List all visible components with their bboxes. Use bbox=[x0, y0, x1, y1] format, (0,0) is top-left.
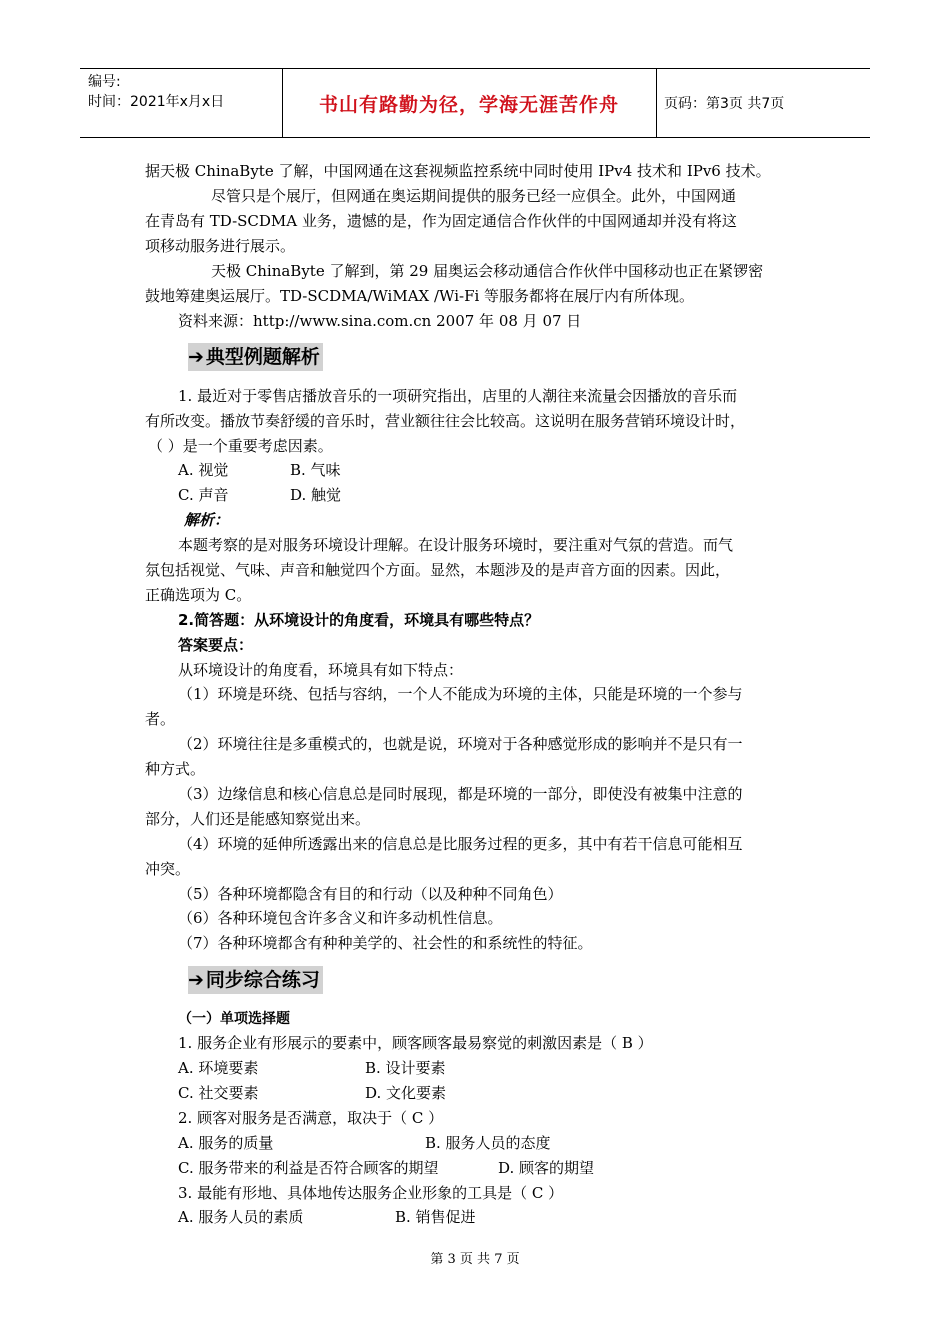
answer-point: （1）环境是环绕、包括与容纳，一个人不能成为环境的主体，只能是环境的一个参与 bbox=[178, 685, 743, 703]
analysis-line: 氛包括视觉、气味、声音和触觉四个方面。显然，本题涉及的是声音方面的因素。因此， bbox=[145, 561, 731, 579]
mcq-question: 2. 顾客对服务是否满意，取决于（ C ） bbox=[178, 1109, 444, 1127]
question-line: 1. 最近对于零售店播放音乐的一项研究指出，店里的人潮往来流量会因播放的音乐而 bbox=[178, 387, 738, 405]
answer-point: （2）环境往往是多重模式的，也就是说，环境对于各种感觉形成的影响并不是只有一 bbox=[178, 735, 743, 753]
intro-line: 在青岛有 TD-SCDMA 业务，遗憾的是，作为固定通信合作伙伴的中国网通却并没有将这 bbox=[145, 212, 737, 230]
header-motto: 书山有路勤为径，学海无涯苦作舟 bbox=[318, 94, 619, 116]
intro-line: 项移动服务进行展示。 bbox=[145, 237, 296, 255]
answer-point: 者。 bbox=[145, 710, 176, 728]
option: D. 顾客的期望 bbox=[498, 1159, 595, 1177]
answer-point: （5）各种环境都隐含有目的和行动（以及种种不同角色） bbox=[178, 885, 563, 903]
intro-line: 据天极 ChinaByte 了解，中国网通在这套视频监控系统中同时使用 IPv4 技术和 IPv6 技术。 bbox=[145, 162, 771, 180]
intro-line: 天极 ChinaByte 了解到，第 29 届奥运会移动通信合作伙伴中国移动也正在紧锣密 bbox=[211, 262, 764, 280]
option: A. 服务人员的素质 bbox=[178, 1208, 304, 1226]
section-title: 典型例题解析 bbox=[205, 346, 320, 368]
header-page-number: 页码：第3页 共7页 bbox=[664, 96, 785, 112]
answer-point: 部分，人们还是能感知察觉出来。 bbox=[145, 810, 371, 828]
answer-point: （4）环境的延伸所透露出来的信息总是比服务过程的更多，其中有若干信息可能相互 bbox=[178, 835, 743, 853]
option: D. 触觉 bbox=[290, 486, 342, 504]
question-line: 有所改变。播放节奏舒缓的音乐时，营业额往往会比较高。这说明在服务营销环境设计时， bbox=[145, 412, 746, 430]
mcq-question: 3. 最能有形地、具体地传达服务企业形象的工具是（ C ） bbox=[178, 1184, 564, 1202]
mcq-question: 1. 服务企业有形展示的要素中，顾客顾客最易察觉的刺激因素是（ B ） bbox=[178, 1034, 653, 1052]
option: A. 视觉 bbox=[178, 461, 229, 479]
option: B. 销售促进 bbox=[395, 1208, 476, 1226]
intro-line: 尽管只是个展厅，但网通在奥运期间提供的服务已经一应俱全。此外，中国网通 bbox=[211, 187, 737, 205]
arrow-icon: ➔ bbox=[188, 346, 204, 368]
header-divider bbox=[656, 69, 657, 137]
option: C. 社交要素 bbox=[178, 1084, 259, 1102]
header-meta bbox=[88, 72, 224, 112]
time-label: 时间：2021年x月x日 bbox=[88, 94, 225, 110]
option: C. 声音 bbox=[178, 486, 229, 504]
option: A. 环境要素 bbox=[178, 1059, 259, 1077]
analysis-line: 本题考察的是对服务环境设计理解。在设计服务环境时，要注重对气氛的营造。而气 bbox=[178, 536, 734, 554]
intro-line: 鼓地筹建奥运展厅。TD-SCDMA/WiMAX /Wi-Fi 等服务都将在展厅内有所体现。 bbox=[145, 287, 695, 305]
section-heading-examples bbox=[188, 343, 323, 371]
subsection-title: （一）单项选择题 bbox=[178, 1011, 290, 1027]
source-line: 资料来源：http://www.sina.com.cn 2007 年 08 月 07 日 bbox=[178, 312, 582, 330]
section-title: 同步综合练习 bbox=[205, 969, 320, 991]
analysis-line: 正确选项为 C。 bbox=[145, 586, 252, 604]
answer-intro: 从环境设计的角度看，环境具有如下特点： bbox=[178, 661, 464, 679]
option: A. 服务的质量 bbox=[178, 1134, 274, 1152]
option: B. 气味 bbox=[290, 461, 341, 479]
option: B. 设计要素 bbox=[365, 1059, 446, 1077]
code-label: 编号: bbox=[88, 74, 121, 90]
analysis-label: 解析： bbox=[184, 511, 230, 529]
option: B. 服务人员的态度 bbox=[425, 1134, 551, 1152]
page-footer: 第 3 页 共 7 页 bbox=[430, 1252, 520, 1267]
answer-point: （6）各种环境包含许多含义和许多动机性信息。 bbox=[178, 909, 503, 927]
option: D. 文化要素 bbox=[365, 1084, 447, 1102]
question-title: 2.简答题：从环境设计的角度看，环境具有哪些特点？ bbox=[178, 611, 540, 629]
answer-point: 种方式。 bbox=[145, 760, 206, 778]
section-heading-practice bbox=[188, 966, 323, 994]
answer-point: 冲突。 bbox=[145, 860, 191, 878]
option: C. 服务带来的利益是否符合顾客的期望 bbox=[178, 1159, 439, 1177]
answer-point: （7）各种环境都含有种种美学的、社会性的和系统性的特征。 bbox=[178, 934, 593, 952]
page-header bbox=[80, 68, 870, 138]
arrow-icon: ➔ bbox=[188, 969, 204, 991]
answer-point: （3）边缘信息和核心信息总是同时展现，都是环境的一部分，即使没有被集中注意的 bbox=[178, 785, 743, 803]
answer-label: 答案要点： bbox=[178, 636, 254, 654]
question-line: （ ）是一个重要考虑因素。 bbox=[148, 437, 333, 455]
